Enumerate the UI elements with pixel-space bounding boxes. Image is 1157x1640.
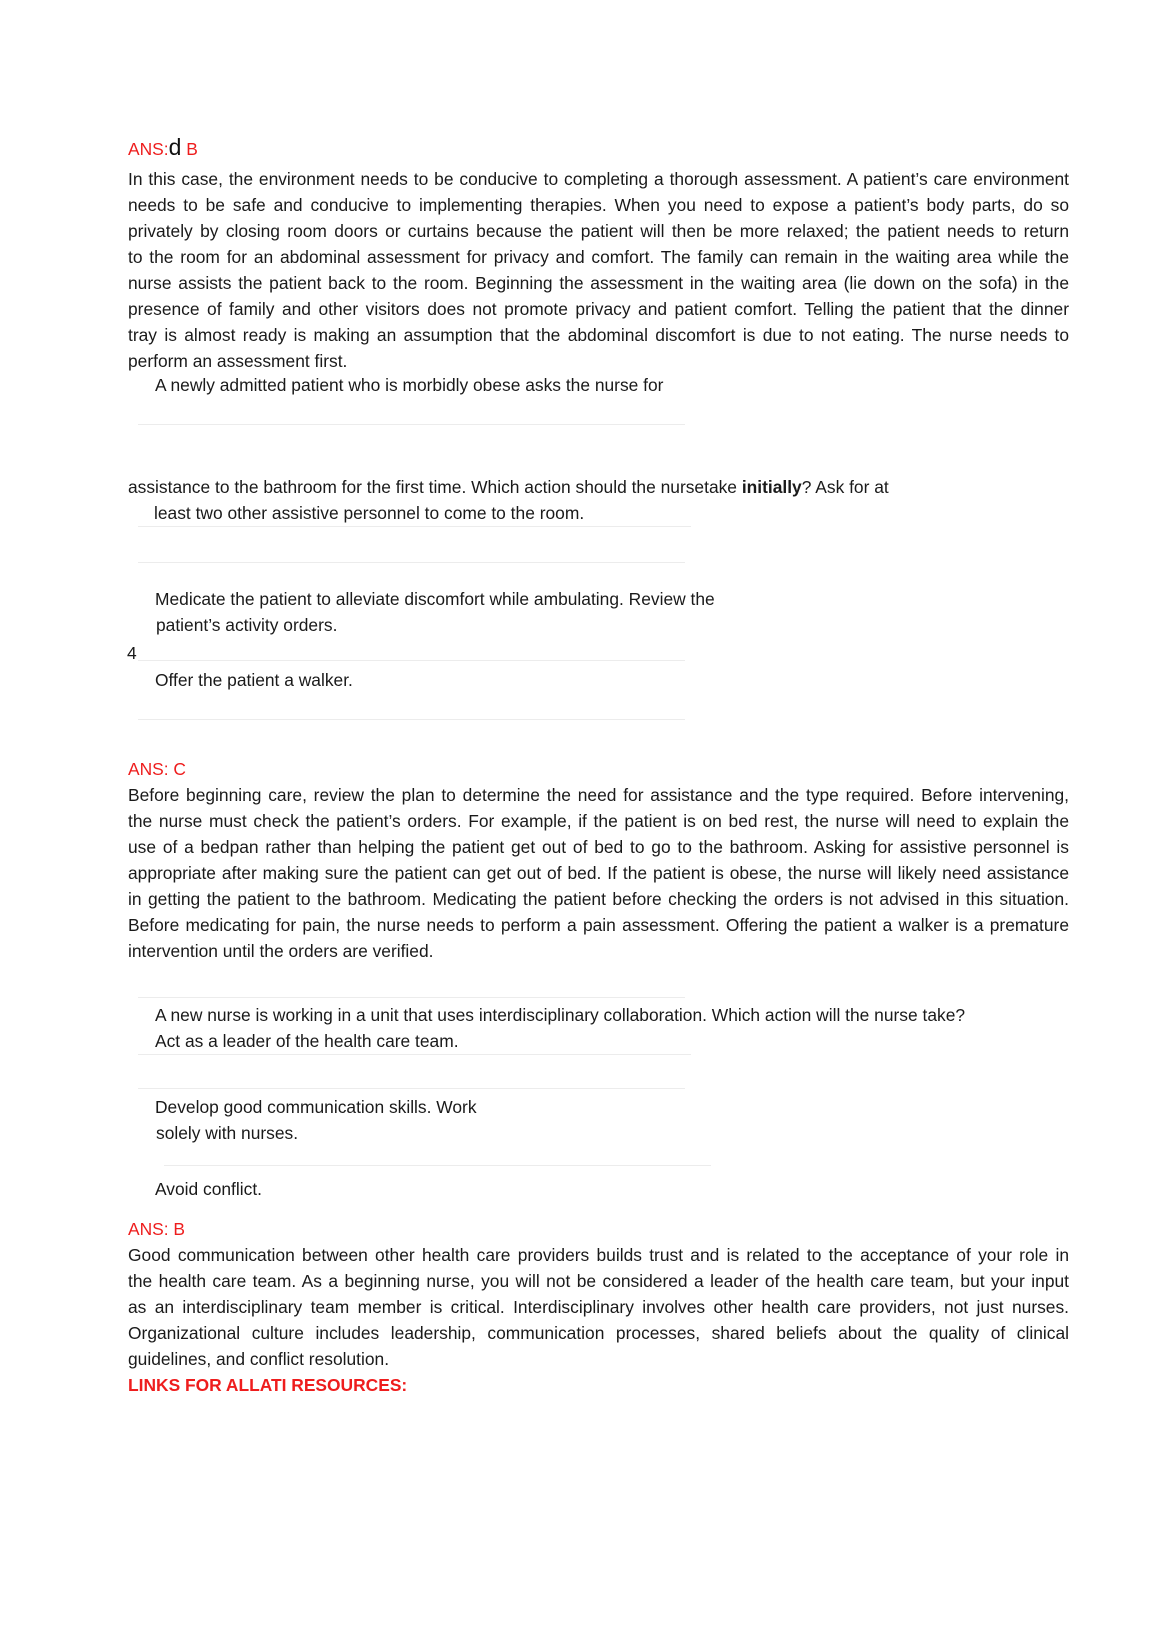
q1-rationale — [128, 166, 1069, 374]
q1-rationale-line: presence of family and other visitors does not promote privacy and patient comfort. Telling the patient that the dinner — [128, 299, 1069, 319]
q3-stem: A new nurse is working in a unit that uses interdisciplinary collaboration. Which action will the nurse take? — [155, 1005, 966, 1025]
q2-rationale-line: in getting the patient to the bathroom. Medicating the patient before checking the orders is not advised in this situation. — [128, 889, 1069, 909]
q1-answer-mark: d — [168, 134, 182, 160]
q2-rationale-line: use of a bedpan rather than helping the patient get out of bed to go to the bathroom. Asking for assistive personnel is — [128, 837, 1069, 857]
q2-option-b: Medicate the patient to alleviate discomfort while ambulating. Review the — [155, 589, 715, 609]
q1-rationale-line: to the room for an abdominal assessment for privacy and comfort. The family can remain in the waiting area while the — [128, 247, 1069, 267]
q3-option-d: Avoid conflict. — [155, 1179, 262, 1199]
divider — [138, 997, 685, 998]
divider — [138, 719, 685, 720]
q2-stem-text-end: ? Ask for at — [801, 477, 889, 497]
q1-rationale-line: nurse assists the patient back to the room. Beginning the assessment in the waiting area (lie down on the sofa) in the — [128, 273, 1069, 293]
q1-answer-heading — [128, 134, 198, 162]
q1-rationale-line: perform an assessment first. — [128, 351, 348, 371]
divider — [138, 424, 685, 425]
page-number: 4 — [127, 643, 137, 663]
q3-rationale-line: as an interdisciplinary team member is critical. Interdisciplinary involves other health care providers, not just nurses. — [128, 1297, 1069, 1317]
q3-option-b: Develop good communication skills. Work — [155, 1097, 477, 1117]
q1-rationale-line: In this case, the environment needs to be conducive to completing a thorough assessment. A patient’s care environment — [128, 169, 1069, 189]
q2-answer: ANS: C — [128, 759, 186, 779]
divider — [138, 1054, 691, 1055]
q2-rationale-line: Before medicating for pain, the nurse needs to perform a pain assessment. Offering the patient a walker is a premature — [128, 915, 1069, 935]
resources-link[interactable]: LINKS FOR ALLATI RESOURCES: — [128, 1375, 408, 1395]
q2-option-a: least two other assistive personnel to come to the room. — [154, 503, 585, 523]
q2-stem-emphasis: initially — [741, 477, 802, 497]
divider — [138, 660, 685, 661]
q2-rationale-line: intervention until the orders are verified. — [128, 941, 434, 961]
q1-answer-letter: B — [186, 139, 198, 159]
q2-rationale — [128, 782, 1069, 964]
q1-rationale-line: privately by closing room doors or curtains because the patient will then be more relaxed; the patient needs to return — [128, 221, 1069, 241]
q3-rationale-line: the health care team. As a beginning nurse, you will not be considered a leader of the health care team, but your input — [128, 1271, 1069, 1291]
divider — [164, 1165, 711, 1166]
q3-rationale-line: Good communication between other health care providers builds trust and is related to the acceptance of your role in — [128, 1245, 1069, 1265]
q2-option-c: patient’s activity orders. — [156, 615, 338, 635]
q2-stem-line1: A newly admitted patient who is morbidly obese asks the nurse for — [155, 375, 664, 395]
q2-option-d: Offer the patient a walker. — [155, 670, 353, 690]
q3-rationale-line: guidelines, and conflict resolution. — [128, 1349, 390, 1369]
divider — [138, 526, 691, 527]
q3-answer: ANS: B — [128, 1219, 186, 1239]
q2-rationale-line: appropriate after making sure the patient can get out of bed. If the patient is obese, the nurse will likely need assistance — [128, 863, 1069, 883]
q2-stem-line2 — [128, 474, 889, 500]
q1-answer-prefix: ANS: — [128, 139, 169, 159]
q3-option-a: Act as a leader of the health care team. — [155, 1031, 459, 1051]
divider — [138, 1088, 685, 1089]
divider — [138, 562, 685, 563]
q2-stem-text: assistance to the bathroom for the first time. Which action should the nursetake — [128, 477, 742, 497]
q3-rationale-line: Organizational culture includes leadership, communication processes, shared beliefs about the quality of clinical — [128, 1323, 1069, 1343]
q3-rationale — [128, 1242, 1069, 1372]
q2-rationale-line: the nurse must check the patient’s orders. For example, if the patient is on bed rest, the nurse will need to explain the — [128, 811, 1069, 831]
q2-rationale-line: Before beginning care, review the plan to determine the need for assistance and the type required. Before intervening, — [128, 785, 1069, 805]
q1-rationale-line: needs to be safe and conducive to implementing therapies. When you need to expose a patient’s body parts, do so — [128, 195, 1069, 215]
q1-rationale-line: tray is almost ready is making an assumption that the abdominal discomfort is due to not eating. The nurse needs to — [128, 325, 1069, 345]
q3-option-c: solely with nurses. — [156, 1123, 299, 1143]
